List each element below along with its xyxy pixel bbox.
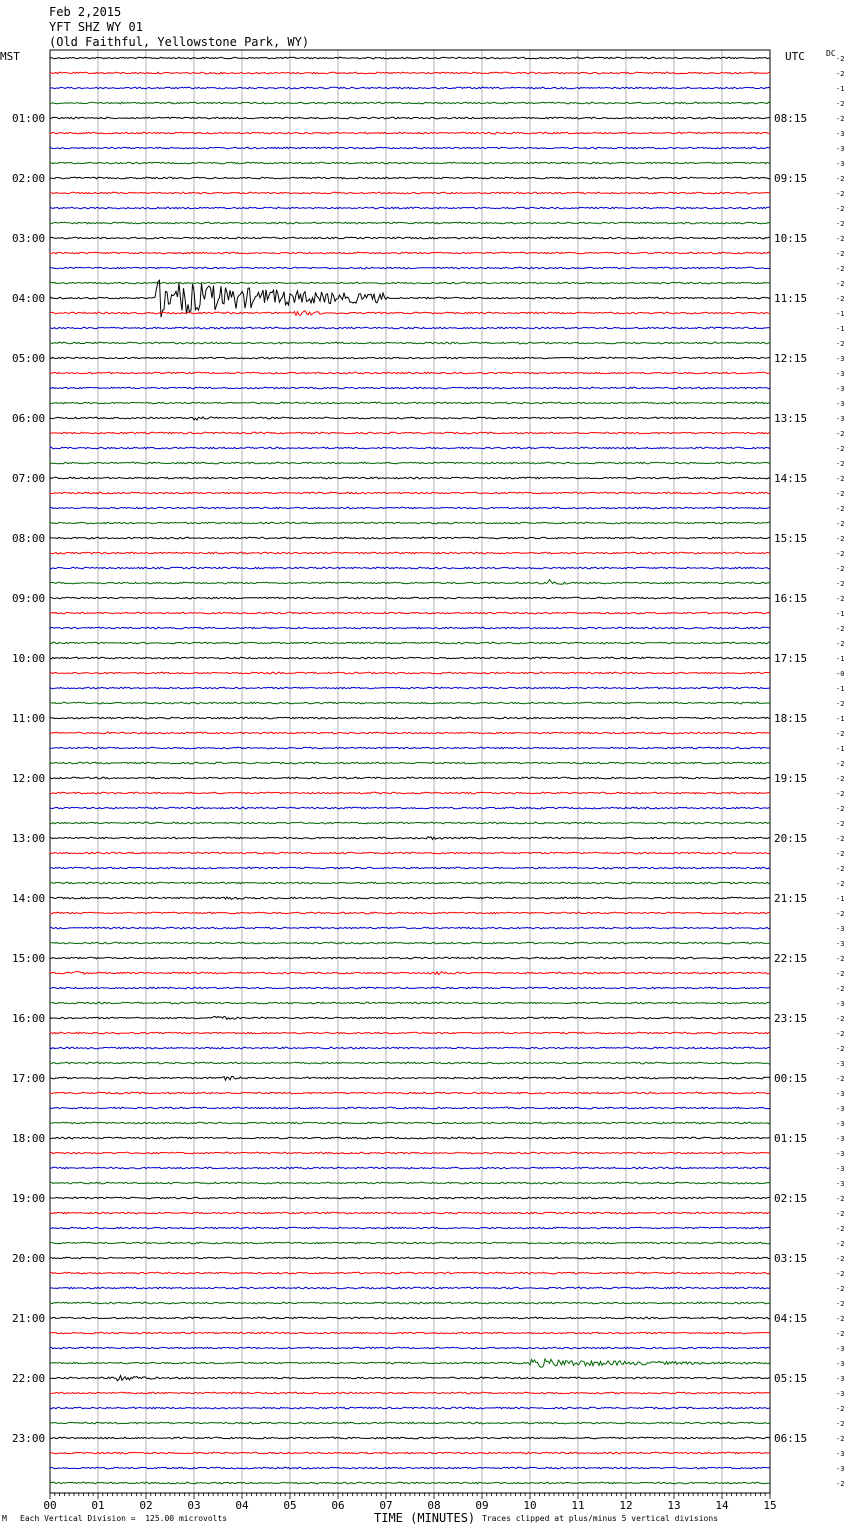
dc-offset-label: -2: [836, 1030, 845, 1038]
dc-offset-label: -1: [836, 310, 845, 318]
dc-offset-label: -3: [836, 355, 845, 363]
dc-offset-label: -2: [836, 790, 845, 798]
dc-offset-label: -2: [836, 1015, 845, 1023]
left-hour-label: 06:00: [12, 412, 46, 425]
trace-86: [50, 1347, 770, 1349]
x-tick-label: 12: [619, 1499, 633, 1512]
dc-offset-label: -2: [836, 1330, 845, 1338]
left-hour-label: 02:00: [12, 172, 46, 185]
trace-9: [50, 192, 770, 194]
x-tick-label: 09: [475, 1499, 489, 1512]
trace-64: [50, 1016, 770, 1019]
trace-77: [50, 1212, 770, 1214]
trace-12: [50, 237, 770, 239]
dc-offset-label: -2: [836, 1315, 845, 1323]
dc-offset-label: -1: [836, 895, 845, 903]
trace-35: [50, 580, 770, 585]
trace-73: [50, 1152, 770, 1154]
trace-88: [50, 1376, 770, 1381]
x-tick-label: 05: [283, 1499, 297, 1512]
trace-71: [50, 1122, 770, 1124]
trace-1: [50, 72, 770, 74]
station-label: YFT SHZ WY 01: [49, 20, 143, 34]
x-tick-label: 03: [187, 1499, 201, 1512]
dc-offset-label: -1: [836, 715, 845, 723]
trace-94: [50, 1467, 770, 1469]
x-tick-label: 02: [139, 1499, 153, 1512]
dc-offset-label: -2: [836, 190, 845, 198]
trace-87: [50, 1359, 770, 1367]
trace-84: [50, 1317, 770, 1319]
trace-53: [50, 852, 770, 854]
dc-offset-label: -2: [836, 1240, 845, 1248]
dc-offset-label: -2: [836, 1210, 845, 1218]
trace-20: [50, 357, 770, 359]
dc-offset-label: -2: [836, 1285, 845, 1293]
dc-offset-label: -2: [836, 490, 845, 498]
left-hour-label: 07:00: [12, 472, 46, 485]
trace-49: [50, 792, 770, 794]
dc-offset-label: -2: [836, 295, 845, 303]
x-tick-label: 14: [715, 1499, 729, 1512]
dc-offset-label: -1: [836, 610, 845, 618]
left-hour-label: 22:00: [12, 1372, 46, 1385]
trace-61: [50, 971, 770, 974]
left-hour-label: 19:00: [12, 1192, 46, 1205]
dc-offset-label: -2: [836, 625, 845, 633]
left-hour-label: 18:00: [12, 1132, 46, 1145]
trace-91: [50, 1422, 770, 1424]
dc-offset-label: -0: [836, 670, 845, 678]
dc-offset-label: -2: [836, 505, 845, 513]
trace-68: [50, 1076, 770, 1080]
trace-group: [50, 57, 770, 1484]
trace-3: [50, 102, 770, 104]
left-hour-label: 23:00: [12, 1432, 46, 1445]
trace-17: [50, 311, 770, 316]
dc-offset-label: -1: [836, 745, 845, 753]
trace-45: [50, 732, 770, 734]
dc-offset-label: -2: [836, 265, 845, 273]
dc-offset-label: -2: [836, 280, 845, 288]
trace-70: [50, 1107, 770, 1109]
trace-14: [50, 267, 770, 269]
dc-offset-label: -2: [836, 760, 845, 768]
trace-6: [50, 147, 770, 149]
scale-note: Each Vertical Division = 125.00 microvolts: [20, 1514, 228, 1523]
dc-offset-label: -2: [836, 775, 845, 783]
trace-29: [50, 492, 770, 494]
right-hour-label: 18:15: [774, 712, 808, 725]
trace-57: [50, 912, 770, 914]
dc-offset-label: -2: [836, 985, 845, 993]
trace-52: [50, 837, 770, 840]
trace-33: [50, 552, 770, 554]
dc-offset-label: -2: [836, 1075, 845, 1083]
dc-offset-label: -2: [836, 55, 845, 63]
right-hour-label: 03:15: [774, 1252, 808, 1265]
x-tick-label: 15: [763, 1499, 777, 1512]
dc-offset-label: -2: [836, 535, 845, 543]
trace-54: [50, 867, 770, 869]
trace-38: [50, 627, 770, 629]
dc-offset-label: -3: [836, 385, 845, 393]
trace-89: [50, 1392, 770, 1394]
trace-51: [50, 822, 770, 824]
dc-offset-label: -2: [836, 550, 845, 558]
left-hour-label: 10:00: [12, 652, 46, 665]
dc-offset-label: -2: [836, 1270, 845, 1278]
trace-0: [50, 57, 770, 59]
right-hour-label: 19:15: [774, 772, 808, 785]
dc-offset-label: -2: [836, 1225, 845, 1233]
right-hour-label: 02:15: [774, 1192, 808, 1205]
dc-offset-label: -2: [836, 850, 845, 858]
left-hour-label: 16:00: [12, 1012, 46, 1025]
left-hour-label: 20:00: [12, 1252, 46, 1265]
dc-offset-label: -3: [836, 1165, 845, 1173]
right-hour-label: 14:15: [774, 472, 808, 485]
dc-offset-label: -3: [836, 370, 845, 378]
dc-offset-label: -3: [836, 145, 845, 153]
trace-7: [50, 162, 770, 164]
right-hour-label: 16:15: [774, 592, 808, 605]
dc-offset-label: -2: [836, 730, 845, 738]
dc-offset-label: -2: [836, 880, 845, 888]
dc-offset-label: -2: [836, 1045, 845, 1053]
trace-65: [50, 1032, 770, 1034]
dc-offset-label: -2: [836, 1300, 845, 1308]
right-hour-label: 06:15: [774, 1432, 808, 1445]
dc-offset-label: -2: [836, 640, 845, 648]
trace-32: [50, 537, 770, 539]
left-hour-label: 15:00: [12, 952, 46, 965]
dc-offset-label: -1: [836, 655, 845, 663]
dc-offset-label: -2: [836, 1405, 845, 1413]
trace-10: [50, 207, 770, 209]
trace-78: [50, 1227, 770, 1229]
dc-offset-label: -2: [836, 580, 845, 588]
x-tick-label: 13: [667, 1499, 681, 1512]
trace-30: [50, 507, 770, 509]
trace-59: [50, 942, 770, 944]
dc-offset-label: -3: [836, 1150, 845, 1158]
right-hour-label: 20:15: [774, 832, 808, 845]
dc-offset-label: -2: [836, 220, 845, 228]
trace-31: [50, 522, 770, 524]
left-hour-label: 13:00: [12, 832, 46, 845]
trace-74: [50, 1167, 770, 1169]
trace-50: [50, 807, 770, 809]
dc-offset-label: -2: [836, 1420, 845, 1428]
left-hour-label: 03:00: [12, 232, 46, 245]
trace-21: [50, 372, 770, 374]
dc-offset-label: -3: [836, 1375, 845, 1383]
dc-offset-label: -3: [836, 1105, 845, 1113]
x-tick-label: 10: [523, 1499, 537, 1512]
dc-offset-label: -2: [836, 865, 845, 873]
trace-2: [50, 87, 770, 89]
trace-41: [50, 672, 770, 674]
dc-offset-label: -3: [836, 400, 845, 408]
dc-offset-label: -2: [836, 970, 845, 978]
x-tick-label: 01: [91, 1499, 105, 1512]
right-timezone-label: UTC: [785, 50, 805, 63]
date-label: Feb 2,2015: [49, 5, 122, 19]
dc-offset-label: -2: [836, 1255, 845, 1263]
trace-22: [50, 387, 770, 389]
trace-48: [50, 777, 770, 779]
right-hour-label: 01:15: [774, 1132, 808, 1145]
dc-offset-label: -2: [836, 595, 845, 603]
trace-80: [50, 1257, 770, 1259]
trace-81: [50, 1272, 770, 1274]
axis-labels: [12, 55, 844, 1512]
dc-offset-label: -1: [836, 685, 845, 693]
trace-40: [50, 657, 770, 659]
dc-offset-label: -2: [836, 115, 845, 123]
trace-37: [50, 612, 770, 614]
dc-offset-label: -2: [836, 1195, 845, 1203]
trace-60: [50, 957, 770, 959]
trace-62: [50, 987, 770, 989]
trace-4: [50, 117, 770, 119]
right-hour-label: 21:15: [774, 892, 808, 905]
right-hour-label: 12:15: [774, 352, 808, 365]
trace-69: [50, 1092, 770, 1094]
left-hour-label: 11:00: [12, 712, 46, 725]
trace-58: [50, 927, 770, 929]
left-hour-label: 08:00: [12, 532, 46, 545]
trace-13: [50, 252, 770, 254]
dc-offset-label: -2: [836, 70, 845, 78]
x-tick-label: 04: [235, 1499, 249, 1512]
x-tick-label: 08: [427, 1499, 441, 1512]
dc-offset-label: -3: [836, 1390, 845, 1398]
trace-34: [50, 567, 770, 569]
right-hour-label: 05:15: [774, 1372, 808, 1385]
trace-76: [50, 1197, 770, 1199]
left-timezone-label: MST: [0, 50, 20, 63]
trace-24: [50, 417, 770, 420]
dc-offset-label: -3: [836, 1360, 845, 1368]
dc-offset-label: -3: [836, 1090, 845, 1098]
trace-90: [50, 1407, 770, 1409]
dc-offset-label: -2: [836, 1480, 845, 1488]
right-hour-label: 15:15: [774, 532, 808, 545]
x-tick-label: 11: [571, 1499, 585, 1512]
dc-offset-header: DC: [826, 49, 836, 58]
left-hour-label: 01:00: [12, 112, 46, 125]
left-hour-label: 09:00: [12, 592, 46, 605]
right-hour-label: 17:15: [774, 652, 808, 665]
right-hour-label: 09:15: [774, 172, 808, 185]
trace-67: [50, 1062, 770, 1064]
dc-offset-label: -2: [836, 565, 845, 573]
right-hour-label: 10:15: [774, 232, 808, 245]
dc-offset-label: -3: [836, 1180, 845, 1188]
dc-offset-label: -3: [836, 1060, 845, 1068]
trace-75: [50, 1182, 770, 1184]
trace-25: [50, 432, 770, 434]
trace-63: [50, 1002, 770, 1004]
dc-offset-label: -2: [836, 910, 845, 918]
dc-offset-label: -2: [836, 835, 845, 843]
trace-19: [50, 342, 770, 344]
dc-offset-label: -2: [836, 955, 845, 963]
x-tick-label: 06: [331, 1499, 345, 1512]
dc-offset-label: -2: [836, 250, 845, 258]
trace-27: [50, 462, 770, 464]
footer-mark: M: [2, 1514, 7, 1523]
trace-66: [50, 1047, 770, 1049]
trace-72: [50, 1137, 770, 1139]
dc-offset-label: -2: [836, 520, 845, 528]
left-hour-label: 05:00: [12, 352, 46, 365]
trace-18: [50, 327, 770, 329]
dc-offset-label: -1: [836, 325, 845, 333]
dc-offset-label: -2: [836, 475, 845, 483]
left-hour-label: 14:00: [12, 892, 46, 905]
dc-offset-label: -3: [836, 1450, 845, 1458]
trace-92: [50, 1437, 770, 1439]
trace-28: [50, 477, 770, 479]
trace-56: [50, 897, 770, 900]
trace-8: [50, 177, 770, 179]
right-hour-label: 13:15: [774, 412, 808, 425]
trace-5: [50, 132, 770, 134]
trace-55: [50, 882, 770, 884]
dc-offset-label: -2: [836, 1435, 845, 1443]
dc-offset-label: -3: [836, 1345, 845, 1353]
trace-79: [50, 1242, 770, 1244]
dc-offset-label: -2: [836, 700, 845, 708]
trace-44: [50, 717, 770, 719]
left-hour-label: 12:00: [12, 772, 46, 785]
dc-offset-label: -2: [836, 100, 845, 108]
dc-offset-label: -2: [836, 235, 845, 243]
dc-offset-label: -2: [836, 175, 845, 183]
trace-39: [50, 642, 770, 644]
location-label: (Old Faithful, Yellowstone Park, WY): [49, 35, 310, 49]
trace-46: [50, 747, 770, 749]
trace-82: [50, 1287, 770, 1289]
dc-offset-label: -2: [836, 445, 845, 453]
dc-offset-label: -3: [836, 1465, 845, 1473]
dc-offset-label: -2: [836, 340, 845, 348]
trace-95: [50, 1482, 770, 1484]
dc-offset-label: -3: [836, 1000, 845, 1008]
right-hour-label: 00:15: [774, 1072, 808, 1085]
x-axis-title: TIME (MINUTES): [374, 1511, 476, 1525]
dc-offset-label: -2: [836, 205, 845, 213]
dc-offset-label: -3: [836, 925, 845, 933]
left-hour-label: 17:00: [12, 1072, 46, 1085]
dc-offset-label: -2: [836, 805, 845, 813]
trace-93: [50, 1452, 770, 1454]
trace-83: [50, 1302, 770, 1304]
trace-11: [50, 222, 770, 224]
dc-offset-label: -3: [836, 160, 845, 168]
trace-42: [50, 687, 770, 689]
x-tick-label: 00: [43, 1499, 57, 1512]
dc-offset-label: -1: [836, 85, 845, 93]
dc-offset-label: -2: [836, 430, 845, 438]
plot-frame: [50, 50, 770, 1493]
right-hour-label: 11:15: [774, 292, 808, 305]
right-hour-label: 08:15: [774, 112, 808, 125]
trace-23: [50, 402, 770, 404]
clip-note: Traces clipped at plus/minus 5 vertical divisions: [482, 1514, 719, 1523]
dc-offset-label: -3: [836, 1135, 845, 1143]
dc-offset-label: -3: [836, 415, 845, 423]
dc-offset-label: -2: [836, 460, 845, 468]
trace-85: [50, 1332, 770, 1334]
trace-26: [50, 447, 770, 449]
left-hour-label: 04:00: [12, 292, 46, 305]
trace-47: [50, 762, 770, 764]
right-hour-label: 23:15: [774, 1012, 808, 1025]
x-tick-label: 07: [379, 1499, 393, 1512]
right-hour-label: 04:15: [774, 1312, 808, 1325]
dc-offset-label: -3: [836, 130, 845, 138]
dc-offset-label: -3: [836, 1120, 845, 1128]
dc-offset-label: -2: [836, 820, 845, 828]
dc-offset-label: -3: [836, 940, 845, 948]
trace-36: [50, 597, 770, 599]
left-hour-label: 21:00: [12, 1312, 46, 1325]
trace-43: [50, 702, 770, 704]
right-hour-label: 22:15: [774, 952, 808, 965]
